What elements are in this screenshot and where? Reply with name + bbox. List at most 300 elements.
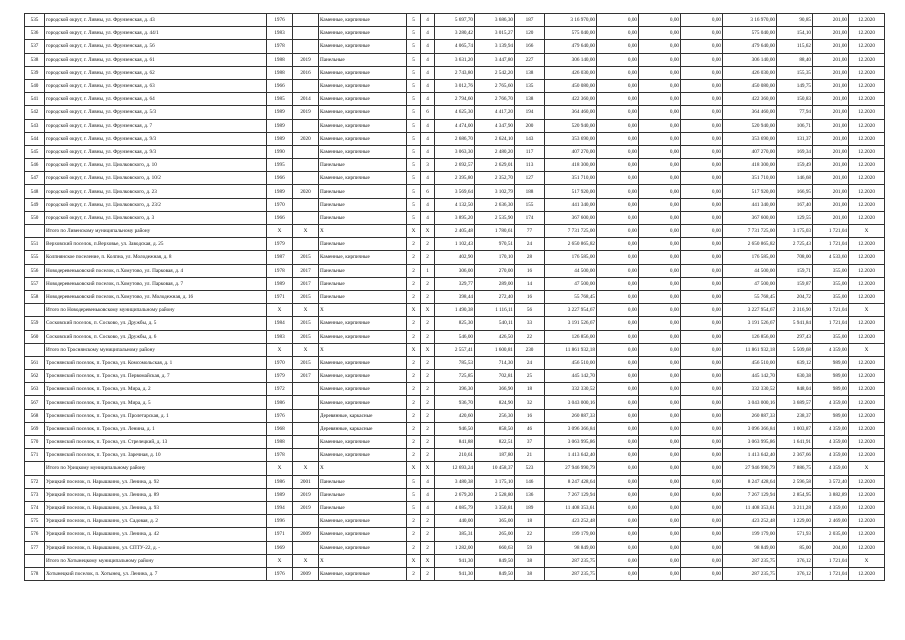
cell-c7: 201,00: [813, 93, 849, 106]
cell-y1: 1989: [267, 119, 293, 132]
cell-c6: 7 886,75: [777, 462, 813, 475]
table-row: [25, 198, 885, 211]
cell-y1: 1989: [267, 106, 293, 119]
cell-dt: 12.2020: [849, 541, 885, 554]
cell-c6: 159,71: [777, 264, 813, 277]
cell-c5: 7 267 129,94: [723, 488, 777, 501]
cell-en: 2: [421, 396, 435, 409]
cell-mat: Панельные: [319, 290, 407, 303]
table-row: [25, 79, 885, 92]
cell-y1: 1978: [267, 40, 293, 53]
cell-c5: 479 640,00: [723, 40, 777, 53]
cell-mat: Панельные: [319, 198, 407, 211]
cell-s2: 2 352,70: [475, 172, 515, 185]
table-row: [25, 264, 885, 277]
cell-c5: 520 940,00: [723, 119, 777, 132]
cell-dt: 12.2020: [849, 27, 885, 40]
cell-s2: 849,50: [475, 554, 515, 567]
cell-en: 2: [421, 356, 435, 369]
cell-fl: 2: [407, 567, 421, 580]
cell-c3: 0,00: [639, 554, 681, 567]
cell-y2: 2015: [293, 356, 319, 369]
cell-addr: Урицкий поселок, п. Нарышкино, ул. СПТУ-22, д. -: [45, 541, 267, 554]
cell-s2: 272,40: [475, 290, 515, 303]
cell-n: 562: [25, 370, 45, 383]
cell-c2: 0,00: [597, 14, 639, 27]
cell-n: 551: [25, 238, 45, 251]
cell-c1: 199 179,00: [545, 528, 597, 541]
cell-s2: 714,30: [475, 356, 515, 369]
cell-c6: 3 211,28: [777, 501, 813, 514]
cell-dt: 12.2020: [849, 317, 885, 330]
cell-fl: 2: [407, 317, 421, 330]
cell-fl: 2: [407, 277, 421, 290]
cell-y2: 2001: [293, 475, 319, 488]
cell-pp: 33: [515, 317, 545, 330]
cell-y1: 1969: [267, 541, 293, 554]
cell-c4: 0,00: [681, 330, 723, 343]
cell-y2: 2015: [293, 290, 319, 303]
cell-n: 546: [25, 159, 45, 172]
cell-y2: [293, 211, 319, 224]
cell-mat: X: [319, 225, 407, 238]
cell-c4: 0,00: [681, 106, 723, 119]
cell-dt: 12.2020: [849, 422, 885, 435]
cell-c2: 0,00: [597, 475, 639, 488]
cell-s2: 858,50: [475, 422, 515, 435]
cell-addr: городской округ, г. Ливны, ул. Фрунзенская, д. 43: [45, 14, 267, 27]
cell-n: 571: [25, 449, 45, 462]
cell-n: 563: [25, 383, 45, 396]
cell-dt: 12.2020: [849, 238, 885, 251]
cell-dt: 12.2020: [849, 106, 885, 119]
cell-c2: 0,00: [597, 264, 639, 277]
cell-c1: 575 040,00: [545, 27, 597, 40]
cell-c5: 364 460,00: [723, 106, 777, 119]
cell-c5: 8 247 428,64: [723, 475, 777, 488]
cell-c6: 297,43: [777, 330, 813, 343]
cell-dt: 12.2020: [849, 370, 885, 383]
cell-s1: 2 557,41: [435, 343, 475, 356]
cell-s2: 824,90: [475, 396, 515, 409]
subtotal-row: [25, 343, 885, 356]
cell-c5: 306 140,00: [723, 53, 777, 66]
subtotal-row: [25, 304, 885, 317]
cell-dt: 12.2020: [849, 356, 885, 369]
cell-s1: 306,00: [435, 264, 475, 277]
cell-fl: 5: [407, 185, 421, 198]
cell-c7: 201,00: [813, 211, 849, 224]
cell-s2: 1 116,11: [475, 304, 515, 317]
cell-en: 4: [421, 93, 435, 106]
cell-c2: 0,00: [597, 541, 639, 554]
cell-en: 2: [421, 436, 435, 449]
cell-c3: 0,00: [639, 66, 681, 79]
cell-s2: 3 175,10: [475, 475, 515, 488]
cell-pp: 16: [515, 264, 545, 277]
cell-dt: 12.2020: [849, 119, 885, 132]
cell-c4: 0,00: [681, 14, 723, 27]
cell-c2: 0,00: [597, 343, 639, 356]
cell-y1: 1985: [267, 93, 293, 106]
cell-c5: 332 330,52: [723, 383, 777, 396]
cell-pp: 56: [515, 304, 545, 317]
cell-c1: 450 080,00: [545, 79, 597, 92]
cell-c3: 0,00: [639, 132, 681, 145]
cell-c1: 520 940,00: [545, 119, 597, 132]
cell-c3: 0,00: [639, 449, 681, 462]
cell-c2: 0,00: [597, 66, 639, 79]
cell-c7: 1 721,04: [813, 554, 849, 567]
cell-dt: 12.2020: [849, 40, 885, 53]
cell-mat: Панельные: [319, 185, 407, 198]
cell-c3: 0,00: [639, 290, 681, 303]
cell-mat: Панельные: [319, 488, 407, 501]
cell-pp: 28: [515, 251, 545, 264]
cell-s1: 2 395,80: [435, 172, 475, 185]
cell-addr: Верховский поселок, п.Верховье, ул. Заводская, д. 25: [45, 238, 267, 251]
cell-c6: 204,72: [777, 290, 813, 303]
cell-n: 559: [25, 317, 45, 330]
cell-c5: 3 043 000,16: [723, 396, 777, 409]
cell-en: 2: [421, 515, 435, 528]
cell-c7: 2 035,00: [813, 528, 849, 541]
table-row: [25, 515, 885, 528]
cell-s2: 3 102,79: [475, 185, 515, 198]
cell-addr: Итого по Хотынецкому муниципальному району: [45, 554, 267, 567]
cell-dt: 12.2020: [849, 501, 885, 514]
cell-fl: 2: [407, 383, 421, 396]
cell-pp: 77: [515, 225, 545, 238]
cell-mat: Каменные, кирпичные: [319, 93, 407, 106]
cell-y1: 1989: [267, 277, 293, 290]
cell-s2: 2 629,01: [475, 159, 515, 172]
cell-y2: 2020: [293, 185, 319, 198]
cell-s1: 785,53: [435, 356, 475, 369]
cell-c1: 407 270,00: [545, 145, 597, 158]
cell-s2: 3 686,30: [475, 14, 515, 27]
cell-addr: Итого по Новодеревеньковскому муниципальному району: [45, 304, 267, 317]
cell-c1: 98 849,00: [545, 541, 597, 554]
cell-c2: 0,00: [597, 462, 639, 475]
cell-c6: 106,71: [777, 119, 813, 132]
cell-s2: 540,11: [475, 317, 515, 330]
cell-y2: [293, 198, 319, 211]
cell-s1: 2 692,57: [435, 159, 475, 172]
cell-y2: [293, 40, 319, 53]
cell-s2: 1 600,81: [475, 343, 515, 356]
cell-c1: 423 252,48: [545, 515, 597, 528]
cell-c1: 3 096 366,84: [545, 422, 597, 435]
cell-c1: 287 235,75: [545, 554, 597, 567]
cell-s1: 440,00: [435, 515, 475, 528]
cell-y1: 1988: [267, 53, 293, 66]
cell-y1: 1966: [267, 79, 293, 92]
cell-c6: 2 367,66: [777, 449, 813, 462]
cell-en: 2: [421, 251, 435, 264]
cell-y2: 2017: [293, 370, 319, 383]
cell-y2: [293, 515, 319, 528]
cell-c1: 3 191 526,67: [545, 317, 597, 330]
cell-addr: Урицкий поселок, п. Нарышкино, ул. Ленина, д. 42: [45, 528, 267, 541]
cell-c3: 0,00: [639, 436, 681, 449]
cell-pp: 25: [515, 370, 545, 383]
cell-c6: 155,35: [777, 66, 813, 79]
cell-c3: 0,00: [639, 356, 681, 369]
cell-addr: городской округ, г. Ливны, ул. Циолковского, д. 3: [45, 211, 267, 224]
cell-s1: 1 282,00: [435, 541, 475, 554]
cell-c7: 201,00: [813, 132, 849, 145]
cell-en: 2: [421, 370, 435, 383]
cell-fl: 2: [407, 238, 421, 251]
cell-c7: 355,00: [813, 264, 849, 277]
cell-c2: 0,00: [597, 383, 639, 396]
cell-c4: 0,00: [681, 79, 723, 92]
cell-n: 535: [25, 14, 45, 27]
cell-s1: 420,60: [435, 409, 475, 422]
cell-c1: 418 300,00: [545, 159, 597, 172]
cell-y1: 1987: [267, 251, 293, 264]
cell-c1: 260 887,33: [545, 409, 597, 422]
cell-y1: 1984: [267, 317, 293, 330]
cell-c6: 169,34: [777, 145, 813, 158]
cell-pp: 230: [515, 343, 545, 356]
table-row: [25, 501, 885, 514]
cell-c2: 0,00: [597, 422, 639, 435]
cell-pp: 143: [515, 132, 545, 145]
cell-y1: 1986: [267, 396, 293, 409]
cell-c5: 3 227 954,67: [723, 304, 777, 317]
cell-c7: 3 882,89: [813, 488, 849, 501]
cell-addr: Итого по Урицкому муниципальному району: [45, 462, 267, 475]
cell-c5: 418 300,00: [723, 159, 777, 172]
cell-c2: 0,00: [597, 304, 639, 317]
cell-c5: 287 235,75: [723, 567, 777, 580]
cell-c7: 201,00: [813, 106, 849, 119]
cell-fl: 5: [407, 119, 421, 132]
cell-mat: Каменные, кирпичные: [319, 251, 407, 264]
cell-addr: Колпнянское поселение, п. Колпна, ул. Молодежная, д. 8: [45, 251, 267, 264]
cell-c6: 115,62: [777, 40, 813, 53]
cell-c5: 3 16 970,00: [723, 14, 777, 27]
cell-mat: Деревянные, каркасные: [319, 409, 407, 422]
cell-c7: 4 359,00: [813, 501, 849, 514]
cell-pp: 38: [515, 554, 545, 567]
cell-pp: 38: [515, 567, 545, 580]
cell-c5: 441 340,00: [723, 198, 777, 211]
cell-c1: 8 247 428,64: [545, 475, 597, 488]
cell-c3: 0,00: [639, 370, 681, 383]
cell-pp: 174: [515, 211, 545, 224]
cell-c7: 4 359,00: [813, 396, 849, 409]
cell-fl: 5: [407, 93, 421, 106]
cell-addr: городской округ, г. Ливны, ул. Фрунзенская, д. 56: [45, 40, 267, 53]
cell-c7: 4 359,00: [813, 462, 849, 475]
cell-c3: 0,00: [639, 159, 681, 172]
cell-y2: [293, 27, 319, 40]
cell-c5: 7 731 725,00: [723, 225, 777, 238]
cell-addr: городской округ, г. Ливны, ул. Фрунзенская, д. 64: [45, 93, 267, 106]
cell-c2: 0,00: [597, 53, 639, 66]
cell-c2: 0,00: [597, 172, 639, 185]
cell-c3: 0,00: [639, 528, 681, 541]
cell-c6: 146,68: [777, 172, 813, 185]
cell-c1: 445 142,70: [545, 370, 597, 383]
cell-dt: 12.2020: [849, 488, 885, 501]
cell-c5: 126 856,00: [723, 330, 777, 343]
cell-c1: 11 408 353,61: [545, 501, 597, 514]
cell-c1: 27 946 990,79: [545, 462, 597, 475]
cell-c4: 0,00: [681, 383, 723, 396]
cell-c1: 7 267 129,94: [545, 488, 597, 501]
cell-dt: 12.2020: [849, 330, 885, 343]
cell-y2: X: [293, 225, 319, 238]
cell-c6: 150,83: [777, 93, 813, 106]
cell-en: X: [421, 225, 435, 238]
cell-c1: 367 600,00: [545, 211, 597, 224]
cell-c3: 0,00: [639, 475, 681, 488]
cell-addr: Итого по Ливенскому муниципальному району: [45, 225, 267, 238]
cell-dt: X: [849, 304, 885, 317]
cell-n: 550: [25, 211, 45, 224]
cell-c1: 441 340,00: [545, 198, 597, 211]
cell-fl: 5: [407, 14, 421, 27]
cell-en: 4: [421, 172, 435, 185]
cell-mat: Каменные, кирпичные: [319, 119, 407, 132]
cell-c5: 450 080,00: [723, 79, 777, 92]
cell-fl: 2: [407, 515, 421, 528]
cell-c4: 0,00: [681, 488, 723, 501]
cell-dt: 12.2020: [849, 66, 885, 79]
cell-en: 2: [421, 422, 435, 435]
cell-en: 2: [421, 317, 435, 330]
cell-c3: 0,00: [639, 14, 681, 27]
cell-dt: 12.2020: [849, 172, 885, 185]
cell-c6: 131,37: [777, 132, 813, 145]
cell-c2: 0,00: [597, 119, 639, 132]
cell-y2: 2019: [293, 106, 319, 119]
cell-c7: 989,00: [813, 356, 849, 369]
cell-c2: 0,00: [597, 185, 639, 198]
cell-n: 555: [25, 251, 45, 264]
cell-n: [25, 304, 45, 317]
cell-dt: 12.2020: [849, 198, 885, 211]
cell-c3: 0,00: [639, 501, 681, 514]
cell-c3: 0,00: [639, 172, 681, 185]
cell-dt: 12.2020: [849, 436, 885, 449]
cell-s2: 426,50: [475, 330, 515, 343]
cell-s1: 825,30: [435, 317, 475, 330]
cell-y2: [293, 422, 319, 435]
cell-c4: 0,00: [681, 554, 723, 567]
cell-s2: 2 542,20: [475, 66, 515, 79]
table-row: [25, 422, 885, 435]
cell-pp: 32: [515, 396, 545, 409]
table-row: [25, 185, 885, 198]
cell-c1: 126 856,00: [545, 330, 597, 343]
table-row: [25, 14, 885, 27]
cell-c7: 201,00: [813, 79, 849, 92]
cell-addr: Сосковский поселок, п. Сосково, ул. Дружбы, д. 6: [45, 330, 267, 343]
cell-s1: 329,77: [435, 277, 475, 290]
cell-c1: 2 650 865,82: [545, 238, 597, 251]
cell-en: 4: [421, 145, 435, 158]
cell-fl: 5: [407, 53, 421, 66]
cell-y1: 1989: [267, 185, 293, 198]
cell-addr: городской округ, г. Ливны, ул. Фрунзенская, д. 62: [45, 66, 267, 79]
cell-s2: 170,10: [475, 251, 515, 264]
cell-s2: 2 624,10: [475, 132, 515, 145]
cell-en: 2: [421, 567, 435, 580]
cell-addr: городской округ, г. Ливны, ул. Фрунзенская, д. 7: [45, 119, 267, 132]
cell-dt: 12.2020: [849, 14, 885, 27]
cell-c6: 3 689,57: [777, 396, 813, 409]
cell-s2: 366,90: [475, 383, 515, 396]
cell-addr: Урицкий поселок, п. Нарышкино, ул. Ленина, д. 92: [45, 475, 267, 488]
cell-c7: 4 359,00: [813, 343, 849, 356]
cell-s2: 365,00: [475, 515, 515, 528]
cell-fl: 5: [407, 106, 421, 119]
cell-mat: Каменные, кирпичные: [319, 567, 407, 580]
cell-dt: 12.2020: [849, 528, 885, 541]
cell-mat: Каменные, кирпичные: [319, 370, 407, 383]
cell-c6: 88,40: [777, 53, 813, 66]
cell-addr: Урицкий поселок, п. Нарышкино, ул. Садовая, д. 2: [45, 515, 267, 528]
cell-c6: 85,00: [777, 541, 813, 554]
cell-pp: 59: [515, 541, 545, 554]
cell-y2: X: [293, 462, 319, 475]
cell-y2: [293, 449, 319, 462]
cell-addr: Троснянский поселок, п. Тросна, ул. Заречная, д. 10: [45, 449, 267, 462]
cell-c1: 422 360,00: [545, 93, 597, 106]
cell-s1: 941,30: [435, 567, 475, 580]
cell-c2: 0,00: [597, 27, 639, 40]
cell-c7: 1 721,04: [813, 304, 849, 317]
cell-c4: 0,00: [681, 422, 723, 435]
cell-c4: 0,00: [681, 396, 723, 409]
cell-c1: 364 460,00: [545, 106, 597, 119]
cell-c4: 0,00: [681, 145, 723, 158]
cell-c5: 11 861 932,18: [723, 343, 777, 356]
cell-c2: 0,00: [597, 251, 639, 264]
cell-y2: 2019: [293, 488, 319, 501]
cell-y2: 2017: [293, 264, 319, 277]
cell-c3: 0,00: [639, 40, 681, 53]
cell-addr: Троснянский поселок, п. Тросна, ул. Первомайская, д. 7: [45, 370, 267, 383]
cell-pp: 194: [515, 106, 545, 119]
cell-c5: 176 585,00: [723, 251, 777, 264]
cell-y1: 1970: [267, 198, 293, 211]
cell-en: 4: [421, 66, 435, 79]
cell-c5: 575 040,00: [723, 27, 777, 40]
cell-s1: 2 405,48: [435, 225, 475, 238]
cell-s1: 402,90: [435, 251, 475, 264]
cell-c7: 201,00: [813, 119, 849, 132]
cell-mat: X: [319, 343, 407, 356]
cell-en: 2: [421, 330, 435, 343]
cell-c4: 0,00: [681, 343, 723, 356]
cell-s1: 3 063,30: [435, 145, 475, 158]
cell-c2: 0,00: [597, 93, 639, 106]
cell-c7: 4 533,60: [813, 251, 849, 264]
cell-c2: 0,00: [597, 501, 639, 514]
cell-c3: 0,00: [639, 567, 681, 580]
cell-pp: 187: [515, 14, 545, 27]
cell-dt: 12.2020: [849, 290, 885, 303]
cell-c1: 456 510,00: [545, 356, 597, 369]
table-row: [25, 211, 885, 224]
cell-en: 4: [421, 501, 435, 514]
